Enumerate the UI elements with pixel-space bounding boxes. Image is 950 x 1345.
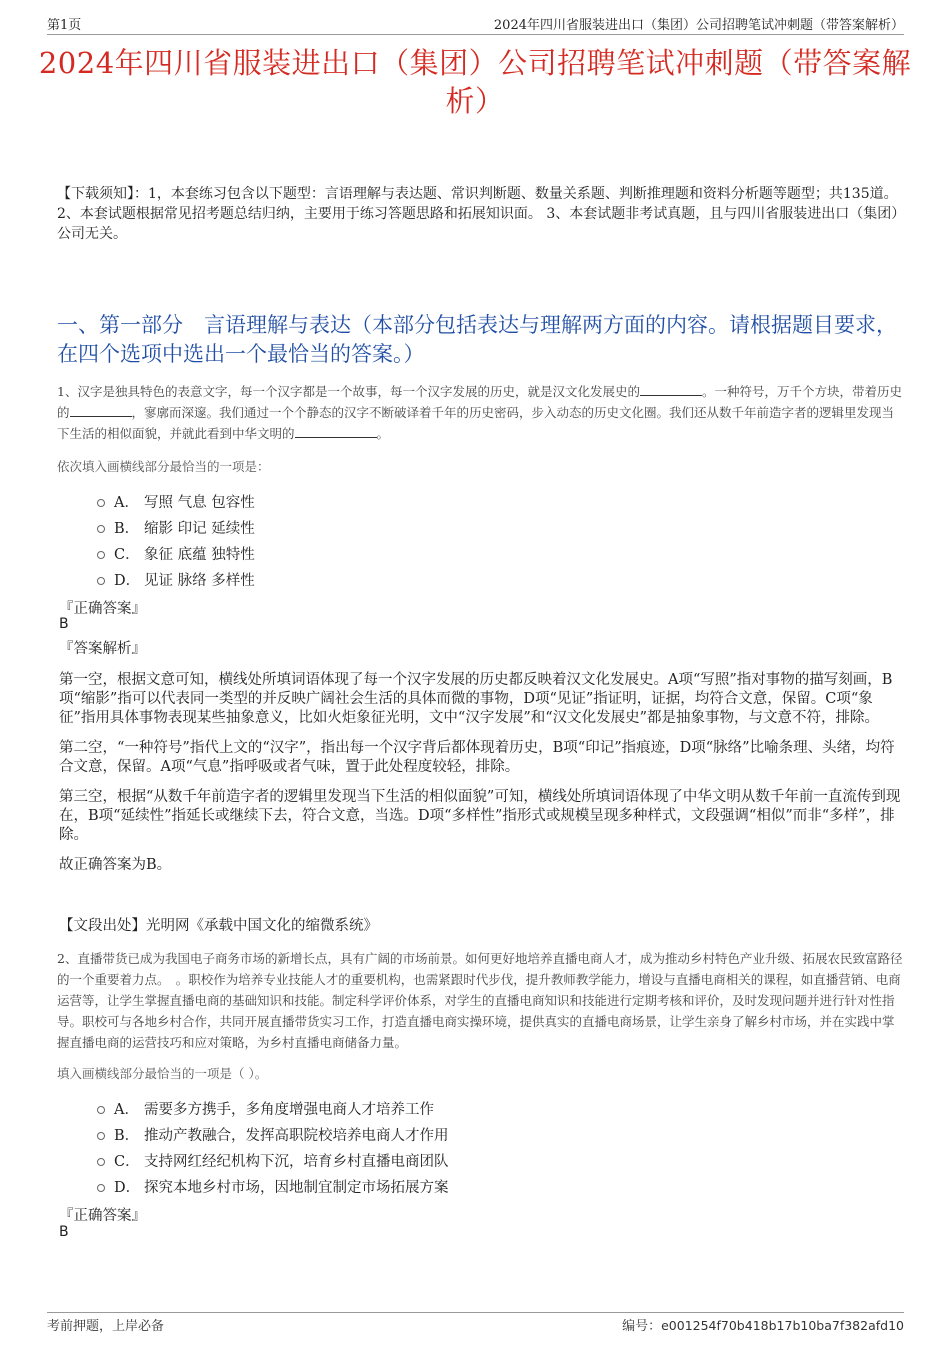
radio-circle-icon[interactable]: [97, 1132, 105, 1140]
document-code: 编号：e001254f70b418b17b10ba7f382afd10: [622, 1318, 904, 1334]
option-b[interactable]: B． 缩影 印记 延续性: [97, 514, 255, 540]
question-2-text: 2、直播带货已成为我国电子商务市场的新增长点，具有广阔的市场前景。如何更好地培养直播电商人才，成为推动乡村特色产业升级、拓展农民致富路径的一个重要着力点。 。职校作为培养专业技能人才的重要机构，也需紧跟时代步伐，提升教师教学能力，增设与直播电商相关的课程，如直播营销、电商运营等，让学生掌握直播电商的基础知识和技能。制定科学评价体系，对学生的直播电商知识和技能进行定期考核和评价，及时发现问题并进行针对性指导。职校可与各地乡村合作，共同开展直播带货实习工作，打造直播电商实操环境，提供真实的直播电商场景，让学生亲身了解乡村市场，并在实践中掌握直播电商的运营技巧和应对策略，为乡村直播电商储备力量。: [57, 951, 903, 1050]
answer-label: 『正确答案』: [59, 601, 146, 617]
radio-circle-icon[interactable]: [97, 551, 105, 559]
page-footer: [47, 1312, 904, 1334]
question-2-options: [97, 1095, 449, 1199]
page-header: [47, 14, 904, 35]
question-1-instruction: 依次填入画横线部分最恰当的一项是：: [57, 459, 270, 474]
analysis-paragraph: 第二空，“一种符号”指代上文的“汉字”，指出每一个汉字背后都体现着历史，B项“印记”指痕迹，D项“脉络”比喻条理、头绪，均符合文意，保留。A项“气息”指呼吸或者气味，置于此处程度较轻，排除。: [59, 740, 895, 775]
answer-value: B: [59, 616, 69, 632]
answer-label: 『正确答案』: [59, 1208, 146, 1224]
analysis-paragraph: 第一空，根据文意可知，横线处所填词语体现了每一个汉字发展的历史都反映着汉文化发展史。A项“写照”指对事物的描写刻画，B项“缩影”指可以代表同一类型的并反映广阔社会生活的具体而微的事物，D项“见证”指证明，证据，均符合文意，保留。C项“象征”指用具体事物表现某些抽象意义，比如火炬象征光明，文中“汉字发展”和“汉文化发展史”都是抽象事物，与文意不符，排除。: [59, 672, 893, 726]
header-doc-title: 2024年四川省服装进出口（集团）公司招聘笔试冲刺题（带答案解析）: [493, 18, 904, 33]
blank-3: [295, 423, 377, 438]
download-notice: 【下载须知】：1，本套练习包含以下题型：言语理解与表达题、常识判断题、数量关系题、判断推理题和资料分析题等题型；共135道。 2、本套试题根据常见招考题总结归纳，主要用于练习答题思路和拓展知识面。 3、本套试题非考试真题，且与四川省服装进出口（集团）公司无关。: [57, 186, 899, 242]
document-title: 2024年四川省服装进出口（集团）公司招聘笔试冲刺题（带答案解析）: [38, 46, 912, 118]
section-title: 一、第一部分 言语理解与表达（本部分包括表达与理解两方面的内容。请根据题目要求，在四个选项中选出一个最恰当的答案。）: [57, 313, 897, 366]
blank-1: [640, 381, 702, 396]
radio-circle-icon[interactable]: [97, 1158, 105, 1166]
analysis-paragraph: 故正确答案为B。: [59, 857, 172, 873]
radio-circle-icon[interactable]: [97, 1106, 105, 1114]
question-1-options: [97, 488, 255, 592]
footer-slogan: 考前押题，上岸必备: [47, 1319, 165, 1334]
answer-analysis: [59, 671, 902, 886]
option-d[interactable]: D． 见证 脉络 多样性: [97, 566, 255, 592]
radio-circle-icon[interactable]: [97, 499, 105, 507]
option-a[interactable]: A． 写照 气息 包容性: [97, 488, 255, 514]
radio-circle-icon[interactable]: [97, 577, 105, 585]
radio-circle-icon[interactable]: [97, 525, 105, 533]
option-c[interactable]: C． 象征 底蕴 独特性: [97, 540, 255, 566]
analysis-paragraph: 第三空，根据“从数千年前造字者的逻辑里发现当下生活的相似面貌”可知，横线处所填词语体现了中华文明从数千年前一直流传到现在，B项“延续性”指延长或继续下去，符合文意，当选。D项“多样性”指形式或规模呈现多种样式，文段强调“相似”而非“多样”，排除。: [59, 789, 901, 843]
answer-value: B: [59, 1224, 69, 1240]
text-source: 【文段出处】光明网《承载中国文化的缩微系统》: [59, 918, 378, 934]
blank-2: [70, 402, 132, 417]
page-number: 第1页: [47, 18, 82, 33]
option-d[interactable]: D． 探究本地乡村市场，因地制宜制定市场拓展方案: [97, 1173, 449, 1199]
radio-circle-icon[interactable]: [97, 1184, 105, 1192]
option-b[interactable]: B． 推动产教融合，发挥高职院校培养电商人才作用: [97, 1121, 449, 1147]
option-a[interactable]: A． 需要多方携手，多角度增强电商人才培养工作: [97, 1095, 449, 1121]
question-1-text: 1、汉字是独具特色的表意文字，每一个汉字都是一个故事，每一个汉字发展的历史，就是汉文化发展史的 。一种符号，万千个方块，带着历史的 ，寥廓而深邃。我们通过一个个静态的汉字不断破译着千年的历史密码，步入动态的历史文化圈。我们还从数千年前造字者的逻辑里发现当下生活的相似面貌，并就此看到中华文明的 。: [57, 381, 904, 444]
option-c[interactable]: C． 支持网红经纪机构下沉，培育乡村直播电商团队: [97, 1147, 449, 1173]
question-2-instruction: 填入画横线部分最恰当的一项是（ ）。: [57, 1066, 268, 1081]
analysis-label: 『答案解析』: [59, 641, 146, 657]
